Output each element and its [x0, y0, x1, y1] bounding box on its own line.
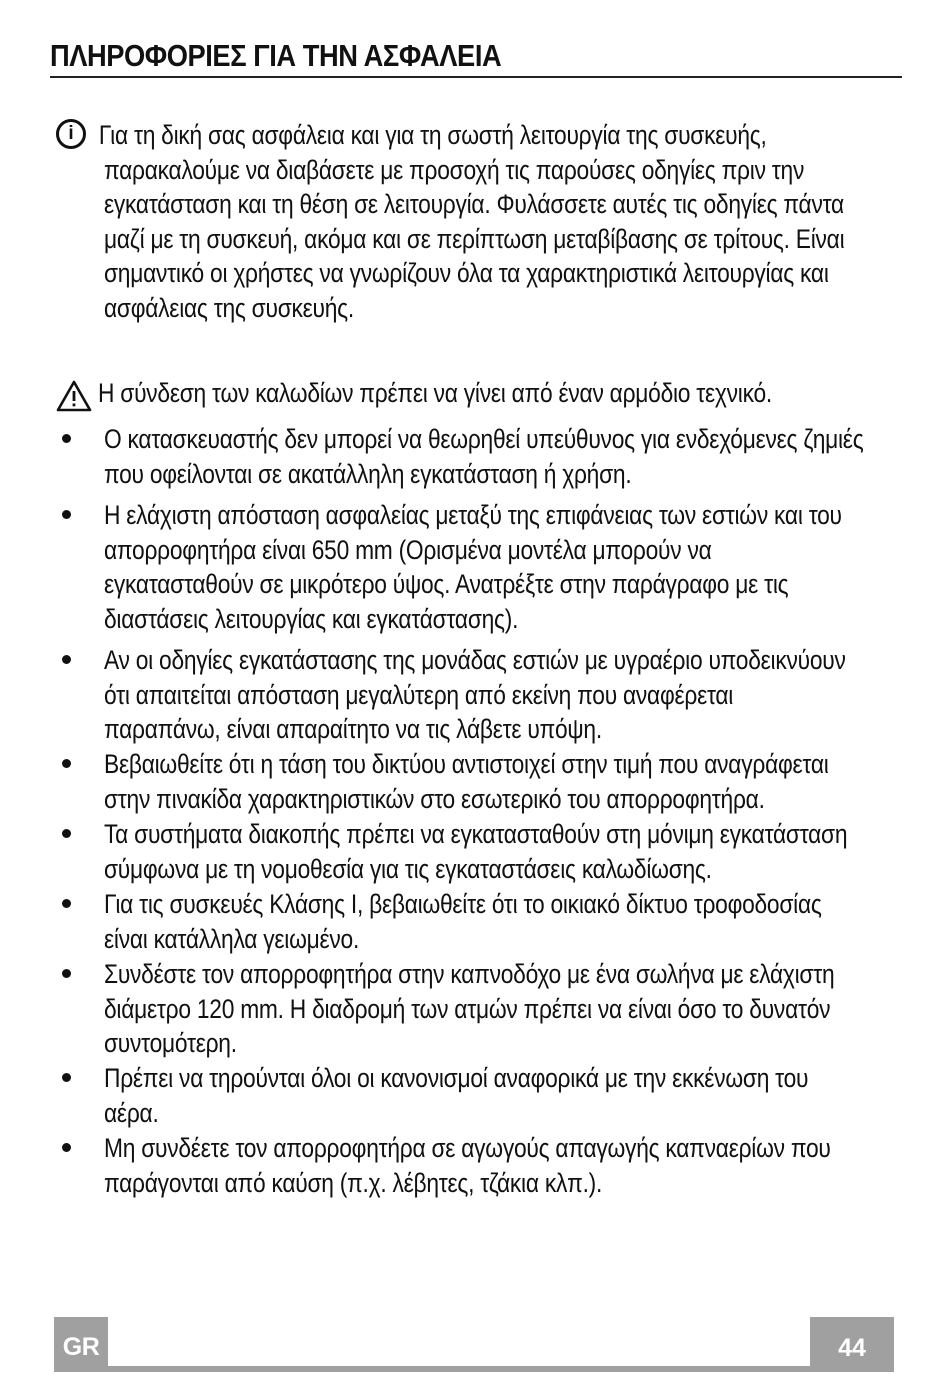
bullet-line: διάμετρο 120 mm. Η διαδρομή των ατμών πρέπει να είναι όσο το δυνατόν	[104, 993, 831, 1024]
footer-page-number: 44	[810, 1317, 894, 1372]
bullet-line: που οφείλονται σε ακατάλληλη εγκατάσταση ή χρήση.	[104, 458, 632, 489]
info-line: Για τη δική σας ασφάλεια και για τη σωστή λειτουργία της συσκευής,	[98, 120, 767, 150]
info-icon: i	[56, 119, 86, 149]
bullet-line: είναι κατάλληλα γειωμένο.	[104, 923, 360, 954]
bullet-dot	[62, 829, 71, 838]
bullet-line: Ο κατασκευαστής δεν μπορεί να θεωρηθεί υπεύθυνος για ενδεχόμενες ζημιές	[104, 424, 864, 454]
bullet-dot	[62, 1073, 71, 1082]
bullet-line: Αν οι οδηγίες εγκατάστασης της μονάδας εστιών με υγραέριο υποδεικνύουν	[104, 645, 846, 675]
bullet-line: Η ελάχιστη απόσταση ασφαλείας μεταξύ της επιφάνειας των εστιών και του	[104, 500, 842, 530]
bullet-dot	[62, 510, 71, 519]
bullet-dot	[62, 655, 71, 664]
bullet-line: παράγονται από καύση (π.χ. λέβητες, τζάκια κλπ.).	[104, 1167, 603, 1198]
title-divider	[50, 76, 902, 78]
warning-triangle-icon	[56, 380, 92, 412]
bullet-dot	[62, 434, 71, 443]
bullet-line: ότι απαιτείται απόσταση μεγαλύτερη από εκείνη που αναφέρεται	[104, 679, 734, 710]
page-title: ΠΛΗΡΟΦΟΡΙΕΣ ΓΙΑ ΤΗΝ ΑΣΦΑΛΕΙΑ	[50, 38, 502, 73]
bullet-text	[104, 817, 895, 886]
info-line: εγκατάσταση και τη θέση σε λειτουργία. Φυλάσσετε αυτές τις οδηγίες πάντα	[104, 189, 844, 219]
info-text	[98, 118, 904, 325]
bullet-text	[104, 957, 895, 1061]
bullet-dot	[62, 899, 71, 908]
bullet-dot	[62, 969, 71, 978]
bullet-text	[104, 498, 895, 636]
bullet-line: παραπάνω, είναι απαραίτητο να τις λάβετε υπόψη.	[104, 714, 602, 744]
bullet-dot	[62, 759, 71, 768]
bullet-line: σύμφωνα με τη νομοθεσία για τις εγκαταστάσεις καλωδίωσης.	[104, 853, 712, 884]
bullet-text	[104, 1061, 895, 1130]
info-line: παρακαλούμε να διαβάσετε με προσοχή τις παρούσες οδηγίες πριν την	[104, 154, 805, 185]
info-line: μαζί με τη συσκευή, ακόμα και σε περίπτωση μεταβίβασης σε τρίτους. Είναι	[104, 223, 845, 254]
footer-language-tab: GR	[54, 1317, 108, 1372]
bullet-line: Συνδέστε τον απορροφητήρα στην καπνοδόχο με ένα σωλήνα με ελάχιστη	[104, 959, 835, 989]
footer-divider	[108, 1366, 810, 1372]
info-line: σημαντικό οι χρήστες να γνωρίζουν όλα τα χαρακτηριστικά λειτουργίας και	[104, 258, 829, 288]
bullet-line: διαστάσεις λειτουργίας και εγκατάστασης).	[104, 603, 519, 634]
bullet-text	[104, 1131, 895, 1200]
bullet-text	[104, 422, 895, 491]
bullet-line: αέρα.	[104, 1097, 159, 1128]
bullet-text	[104, 747, 895, 816]
bullet-line: Μη συνδέετε τον απορροφητήρα σε αγωγούς απαγωγής καπναερίων που	[104, 1133, 831, 1163]
bullet-text	[104, 643, 895, 747]
bullet-line: Τα συστήματα διακοπής πρέπει να εγκατασταθούν στη μόνιμη εγκατάσταση	[104, 819, 848, 849]
bullet-line: στην πινακίδα χαρακτηριστικών στο εσωτερικό του απορροφητήρα.	[104, 783, 765, 814]
bullet-line: Πρέπει να τηρούνται όλοι οι κανονισμοί αναφορικά με την εκκένωση του	[104, 1063, 809, 1093]
bullet-line: απορροφητήρα είναι 650 mm (Ορισμένα μοντέλα μπορούν να	[104, 534, 712, 565]
bullet-line: εγκατασταθούν σε μικρότερο ύψος. Ανατρέξτε στην παράγραφο με τις	[104, 569, 789, 599]
warning-text: Η σύνδεση των καλωδίων πρέπει να γίνει από έναν αρμόδιο τεχνικό.	[98, 378, 772, 408]
bullet-line: συντομότερη.	[104, 1028, 237, 1058]
bullet-line: Βεβαιωθείτε ότι η τάση του δικτύου αντιστοιχεί στην τιμή που αναγράφεται	[104, 749, 829, 779]
info-line: ασφάλειας της συσκευής.	[104, 292, 354, 323]
bullet-line: Για τις συσκευές Κλάσης I, βεβαιωθείτε ότι το οικιακό δίκτυο τροφοδοσίας	[104, 889, 822, 919]
bullet-dot	[62, 1143, 71, 1152]
bullet-text	[104, 887, 895, 956]
